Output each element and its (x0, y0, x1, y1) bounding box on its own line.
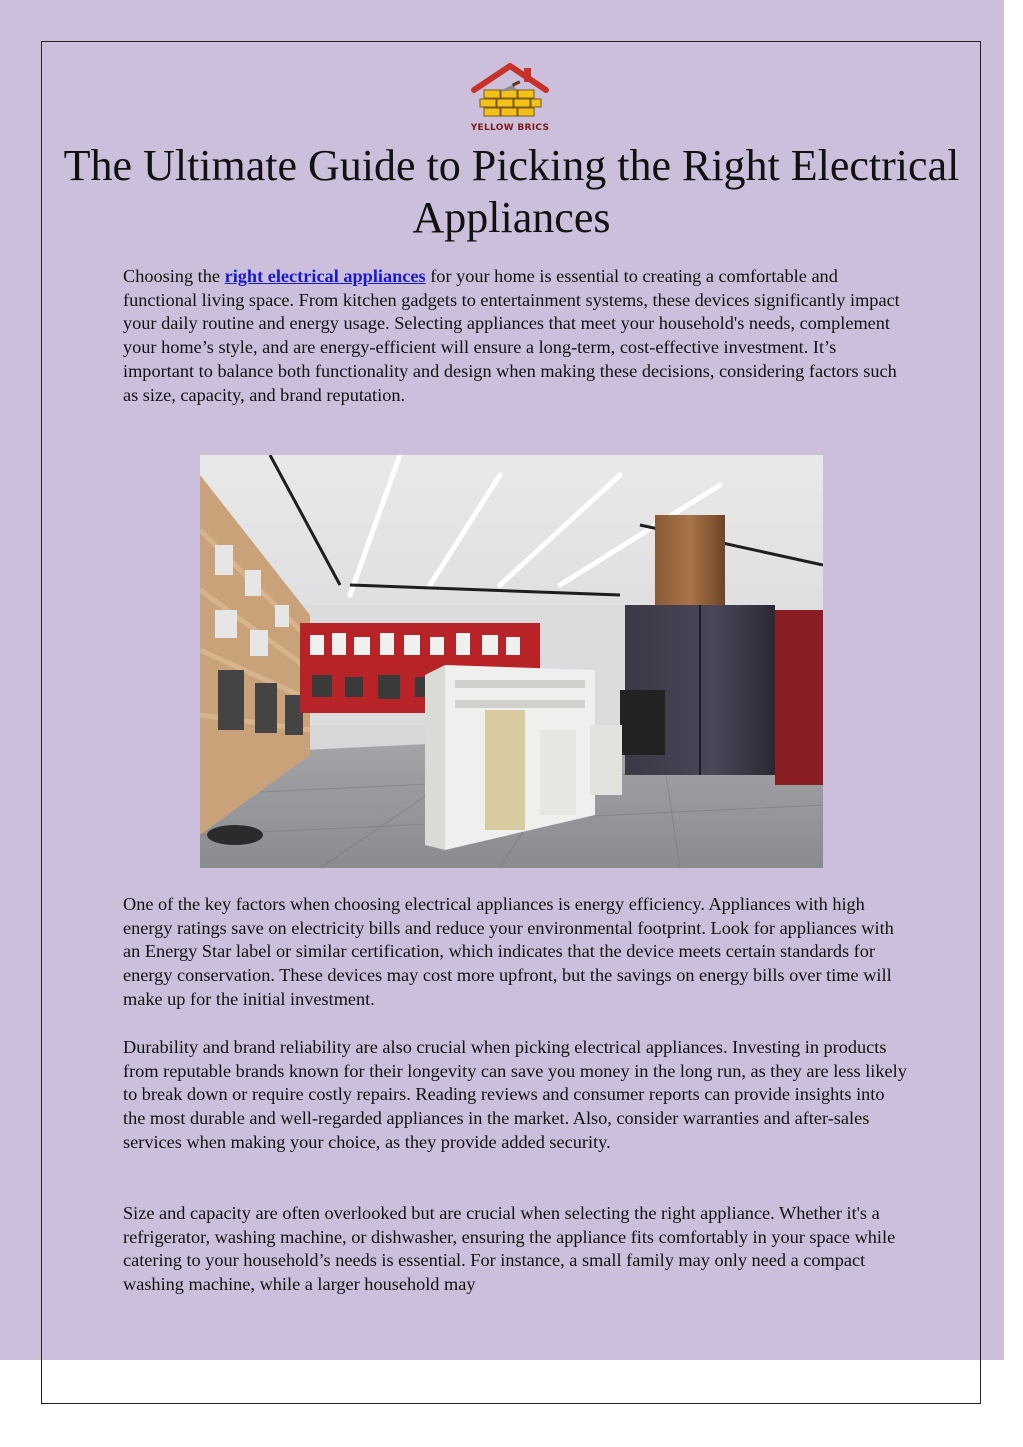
appliances-link[interactable]: right electrical appliances (224, 266, 426, 286)
logo-text: YELLOW BRICS (470, 123, 550, 133)
body-paragraph-size: Size and capacity are often overlooked but are crucial when selecting the right appliance. Whether it's a refrigerator, washing machine, or dishwasher, ensuring the appliance fits comfortably in your space while catering to your household’s needs is essential. For instance, a small family may only need a compact washing machine, while a larger household may (123, 1203, 896, 1295)
appliance-store-photo (200, 455, 823, 868)
body-paragraph-durability: Durability and brand reliability are also crucial when picking electrical appliances. Investing in products from reputable brands known for their longevity can save you money in the long run, as they are less likely to break down or require costly repairs. Reading reviews and consumer reports can provide insights into the most durable and well-regarded appliances in the market. Also, consider warranties and after-sales services when making your choice, as they provide added security. (123, 1037, 907, 1152)
intro-text-after: for your home is essential to creating a comfortable and functional living space. From kitchen gadgets to entertainment systems, these devices significantly impact your daily routine and energy usage. Selecting appliances that meet your household's needs, complement your home’s style, and are energy-efficient will ensure a long-term, cost-effective investment. It’s important to balance both functionality and design when making these decisions, considering factors such as size, capacity, and brand reputation. (123, 266, 900, 405)
body-paragraph-energy: One of the key factors when choosing electrical appliances is energy efficiency. Appliances with high energy ratings save on electricity bills and reduce your environmental footprint. Look for appliances with an Energy Star label or similar certification, which indicates that the device meets certain standards for energy conservation. These devices may cost more upfront, but the savings on energy bills over time will make up for the initial investment. (123, 894, 894, 1009)
page-title: The Ultimate Guide to Picking the Right Electrical Appliances (63, 141, 960, 242)
intro-text-before: Choosing the (123, 266, 225, 286)
yellow-brics-logo (470, 60, 550, 138)
intro-paragraph (123, 265, 908, 407)
